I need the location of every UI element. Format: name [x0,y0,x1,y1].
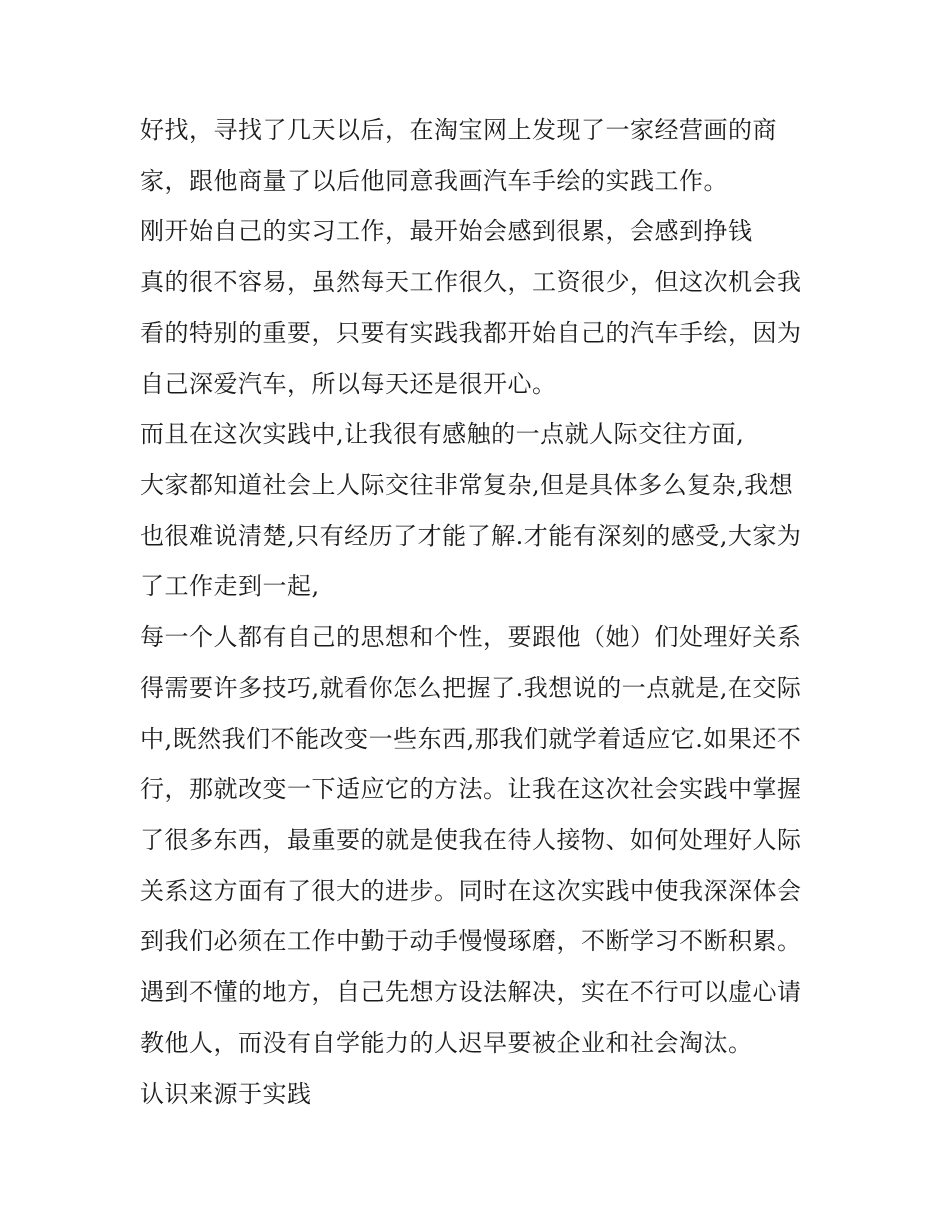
text-line: 看的特别的重要，只要有实践我都开始自己的汽车手绘，因为 [140,319,802,347]
text-line: 关系这方面有了很大的进步。同时在这次实践中使我深深体会 [140,877,802,905]
text-line: 中,既然我们不能改变一些东西,那我们就学着适应它.如果还不 [140,725,802,753]
text-line: 得需要许多技巧,就看你怎么把握了.我想说的一点就是,在交际 [140,674,802,702]
text-line: 到我们必须在工作中勤于动手慢慢琢磨，不断学习不断积累。 [140,927,802,955]
text-line: 遇到不懂的地方，自己先想方设法解决，实在不行可以虚心请 [140,978,802,1006]
text-line: 自己深爱汽车，所以每天还是很开心。 [140,370,557,398]
text-line: 每一个人都有自己的思想和个性，要跟他（她）们处理好关系 [140,623,802,651]
text-line: 大家都知道社会上人际交往非常复杂,但是具体多么复杂,我想 [140,471,794,499]
text-line: 真的很不容易，虽然每天工作很久，工资很少，但这次机会我 [140,268,802,296]
text-line: 刚开始自己的实习工作，最开始会感到很累，会感到挣钱 [140,217,753,245]
text-line: 教他人，而没有自学能力的人迟早要被企业和社会淘汰。 [140,1029,753,1057]
text-line: 了很多东西，最重要的就是使我在待人接物、如何处理好人际 [140,826,802,854]
text-line: 家，跟他商量了以后他同意我画汽车手绘的实践工作。 [140,167,728,195]
text-line: 行，那就改变一下适应它的方法。让我在这次社会实践中掌握 [140,775,802,803]
text-line: 了工作走到一起, [140,572,320,600]
text-line: 而且在这次实践中,让我很有感触的一点就人际交往方面, [140,420,745,448]
text-line: 好找，寻找了几天以后，在淘宝网上发现了一家经营画的商 [140,116,777,144]
text-line: 认识来源于实践 [140,1080,312,1108]
text-line: 也很难说清楚,只有经历了才能了解.才能有深刻的感受,大家为 [140,522,802,550]
